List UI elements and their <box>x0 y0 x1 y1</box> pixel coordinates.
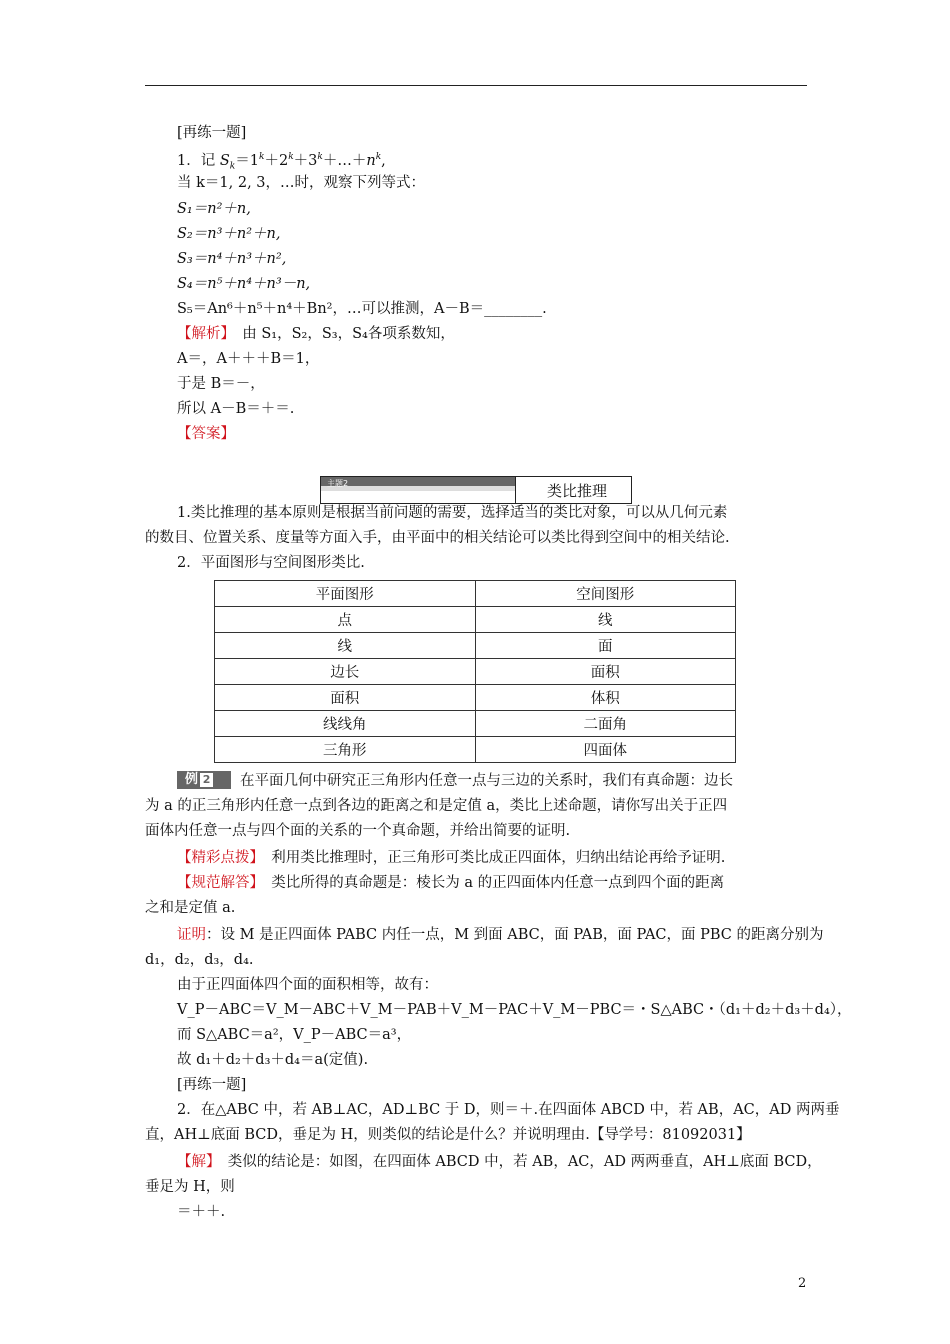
table-cell: 线 <box>475 607 736 633</box>
answer-label: 【答案】 <box>177 426 235 442</box>
practice-2-question-line-2: 直，AH⊥底面 BCD，垂足为 H，则类似的结论是什么？并说明理由.【导学号：81092031】 <box>145 1127 751 1143</box>
example-badge: 例 2 <box>177 771 231 789</box>
proof-line-6: 故 d₁＋d₂＋d₃＋d₄＝a(定值). <box>177 1052 369 1068</box>
standard-solution-line-1: 【规范解答】 类比所得的真命题是：棱长为 a 的正四面体内任意一点到四个面的距离 <box>177 875 725 891</box>
practice-2-solution-line-2: 垂足为 H，则 <box>145 1179 235 1195</box>
practice-2-header: [再练一题] <box>177 1077 247 1093</box>
solution-line-4: 所以 A－B＝＋＝. <box>177 401 295 417</box>
table-row <box>215 711 736 737</box>
equation-s2: S₂＝n³＋n²＋n, <box>177 226 281 242</box>
topic-banner <box>321 477 515 503</box>
solution-line-2: A＝，A＋＋＋B＝1， <box>177 351 320 367</box>
table-cell: 三角形 <box>215 737 476 763</box>
standard-solution-label: 【规范解答】 <box>177 875 257 891</box>
table-row <box>215 737 736 763</box>
principle-2: 2．平面图形与空间图形类比. <box>177 555 365 571</box>
proof-line-4: V_P－ABC＝V_M－ABC＋V_M－PAB＋V_M－PAC＋V_M－PBC＝・S△ABC・（d₁＋d₂＋d₃＋d₄）， <box>177 1002 852 1018</box>
equation-s3: S₃＝n⁴＋n³＋n², <box>177 251 287 267</box>
hint-line: 【精彩点拨】 利用类比推理时，正三角形可类比成正四面体，归纳出结论再给予证明. <box>177 850 726 866</box>
equation-s1: S₁＝n²＋n, <box>177 201 251 217</box>
standard-solution-line-2: 之和是定值 a. <box>145 900 236 916</box>
example-number: 2 <box>200 773 213 787</box>
principle-1-line-1: 1.类比推理的基本原则是根据当前问题的需要，选择适当的类比对象，可以从几何元素 <box>177 505 728 521</box>
equation-s4: S₄＝n⁵＋n⁴＋n³－n, <box>177 276 311 292</box>
table-cell: 点 <box>215 607 476 633</box>
proof-line-3: 由于正四面体四个面的面积相等，故有： <box>177 977 438 993</box>
table-row <box>215 633 736 659</box>
practice-2-solution-line-3: ＝＋＋. <box>177 1204 226 1220</box>
table-cell: 面积 <box>215 685 476 711</box>
topic-title: 类比推理 <box>547 482 608 500</box>
table-header: 空间图形 <box>475 581 736 607</box>
table-header-row <box>215 581 736 607</box>
table-cell: 边长 <box>215 659 476 685</box>
practice-header: [再练一题] <box>177 125 247 141</box>
example-line-2: 为 a 的正三角形内任意一点到各边的距离之和是定值 a，类比上述命题，请你写出关于正四 <box>145 798 728 814</box>
example-line-1: 在平面几何中研究正三角形内任意一点与三边的关系时，我们有真命题：边长 <box>240 773 733 789</box>
table-cell: 线 <box>215 633 476 659</box>
topic-tag: 主题2 <box>327 479 349 488</box>
solution-line-1: 【解析】 由 S₁，S₂，S₃，S₄各项系数知， <box>177 326 455 342</box>
solution-label: 【解析】 <box>177 326 228 342</box>
hint-label: 【精彩点拨】 <box>177 850 257 866</box>
practice-2-solution-line-1: 【解】 类似的结论是：如图，在四面体 ABCD 中，若 AB，AC，AD 两两垂直，AH⊥底面 BCD， <box>177 1154 822 1170</box>
principle-1-line-2: 的数目、位置关系、度量等方面入手，由平面中的相关结论可以类比得到空间中的相关结论. <box>145 530 730 546</box>
analogy-table <box>214 580 736 763</box>
table-row <box>215 685 736 711</box>
table-cell: 面积 <box>475 659 736 685</box>
equation-s5: S₅＝An⁶＋n⁵＋n⁴＋Bn²，…可以推测，A－B＝________. <box>177 301 547 317</box>
table-row <box>215 607 736 633</box>
header-rule <box>145 85 807 86</box>
proof-line-5: 而 S△ABC＝a²，V_P－ABC＝a³， <box>177 1027 412 1043</box>
proof-line-2: d₁，d₂，d₃，d₄. <box>145 952 254 968</box>
page-number: 2 <box>798 1276 807 1291</box>
table-cell: 体积 <box>475 685 736 711</box>
proof-line-1: 证明：设 M 是正四面体 PABC 内任一点，M 到面 ABC，面 PAB，面 PAC，面 PBC 的距离分别为 <box>177 927 824 943</box>
question-line-2: 当 k＝1, 2, 3，…时，观察下列等式： <box>177 175 426 191</box>
table-cell: 面 <box>475 633 736 659</box>
practice-2-solution-label: 【解】 <box>177 1154 214 1170</box>
table-header: 平面图形 <box>215 581 476 607</box>
table-cell: 四面体 <box>475 737 736 763</box>
proof-label: 证明 <box>177 927 206 943</box>
solution-line-3: 于是 B＝－， <box>177 376 265 392</box>
table-row <box>215 659 736 685</box>
practice-2-question-line-1: 2．在△ABC 中，若 AB⊥AC，AD⊥BC 于 D，则＝＋.在四面体 ABCD 中，若 AB，AC，AD 两两垂 <box>177 1102 840 1118</box>
question-line-1: 1．记 $S_k=1^k+2^k+3^k+\dots+n^k$, <box>177 152 386 172</box>
topic-heading <box>320 476 632 504</box>
example-line-3: 面体内任意一点与四个面的关系的一个真命题，并给出简要的证明. <box>145 823 571 839</box>
table-cell: 线线角 <box>215 711 476 737</box>
table-cell: 二面角 <box>475 711 736 737</box>
